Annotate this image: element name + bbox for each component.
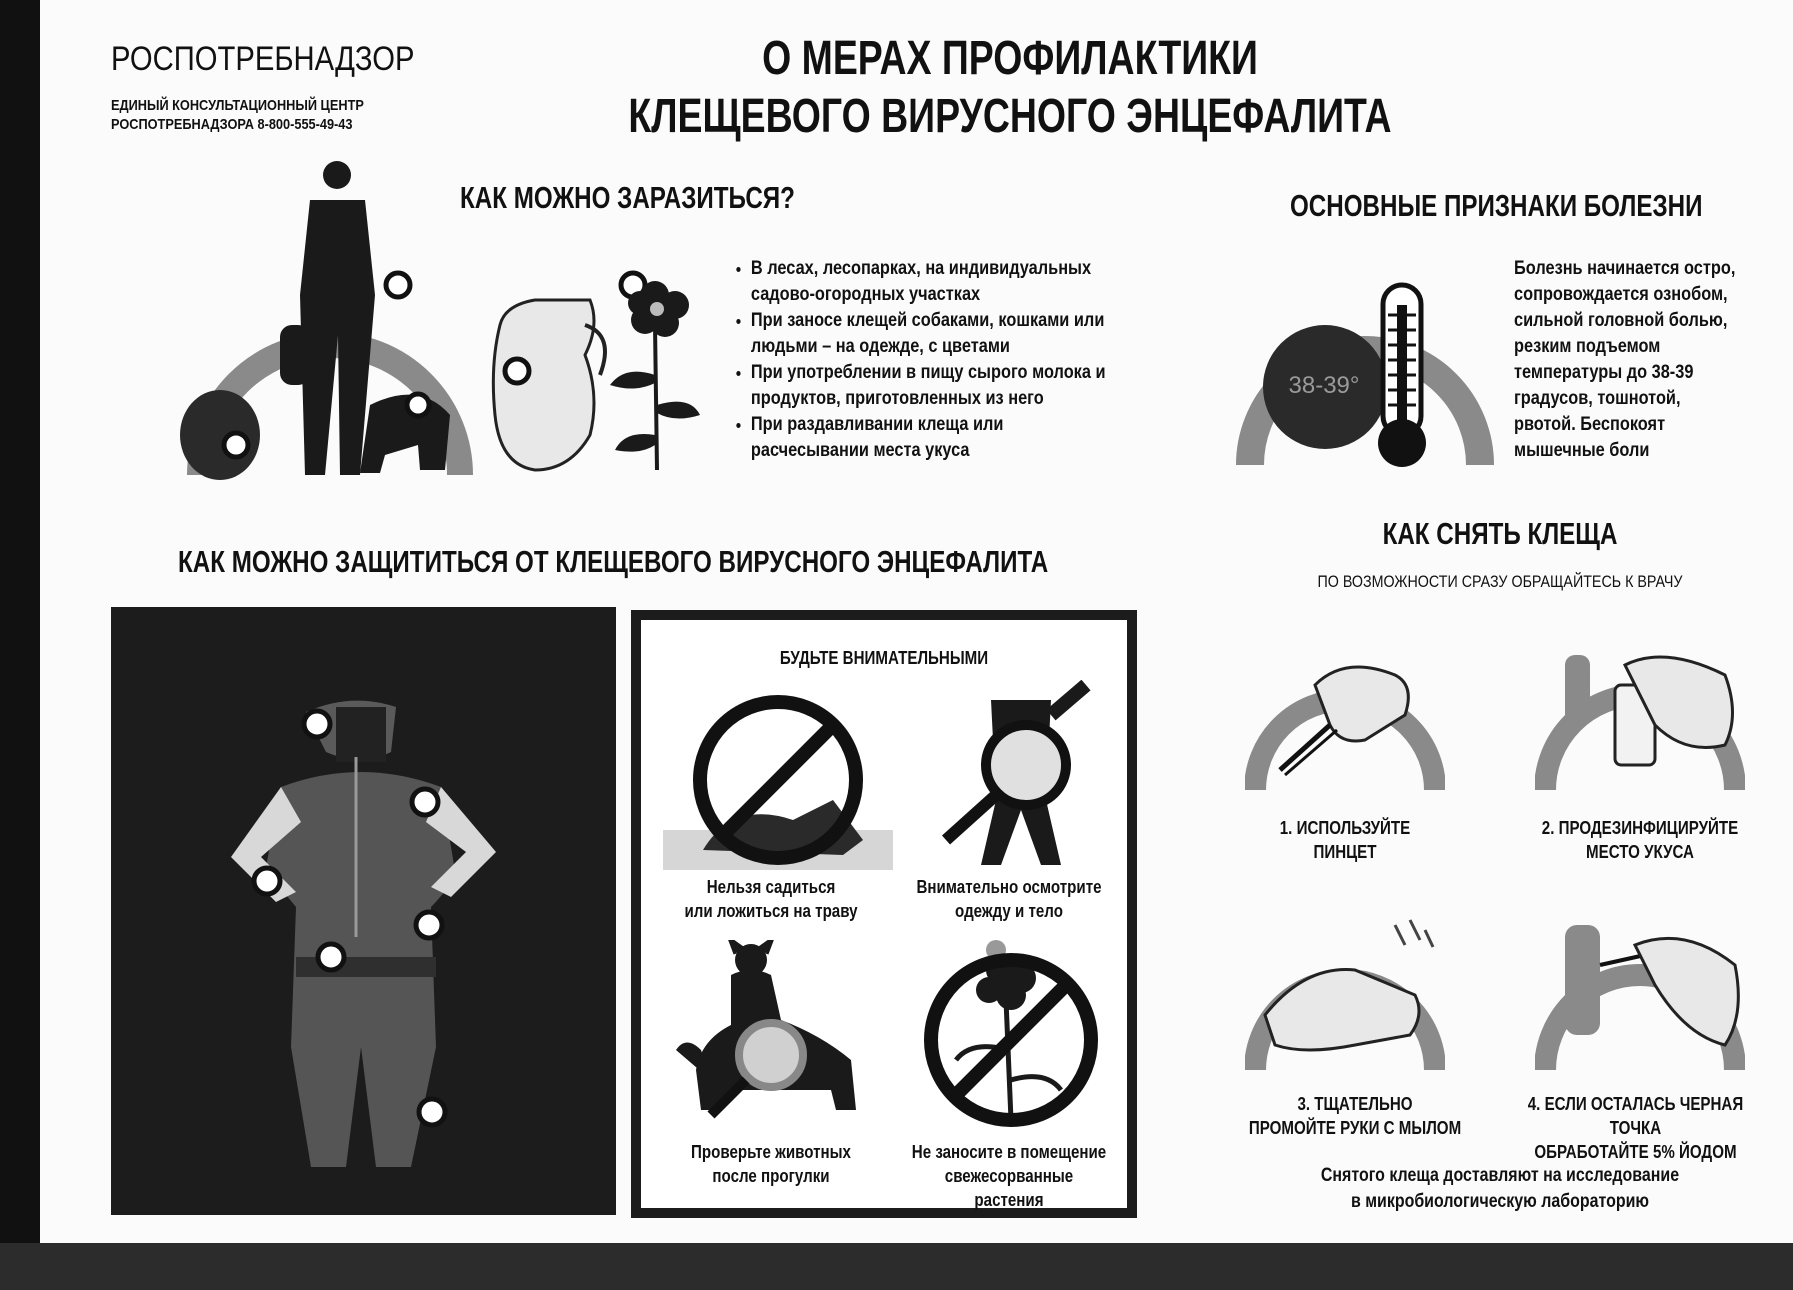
infection-item: • В лесах, лесопарках, на индивидуальных садово-огородных участках bbox=[751, 256, 1119, 308]
removal-subheading: ПО ВОЗМОЖНОСТИ СРАЗУ ОБРАЩАЙТЕСЬ К ВРАЧУ bbox=[1317, 572, 1683, 591]
step-caption-line: МЕСТО УКУСА bbox=[1586, 842, 1694, 862]
brand-subtitle-line2: РОСПОТРЕБНАДЗОРА 8-800-555-49-43 bbox=[111, 116, 353, 133]
brand-subtitle-line1: ЕДИНЫЙ КОНСУЛЬТАЦИОННЫЙ ЦЕНТР bbox=[111, 97, 364, 114]
step-caption-line: 3. ТЩАТЕЛЬНО bbox=[1297, 1094, 1413, 1114]
tip-caption-line: свежесорванные растения bbox=[944, 1166, 1074, 1210]
brand-subtitle bbox=[111, 96, 364, 134]
thermometer-icon bbox=[1235, 265, 1495, 475]
no-flowers-icon bbox=[911, 930, 1111, 1130]
step-caption-line: ОБРАБОТАЙТЕ 5% ЙОДОМ bbox=[1534, 1142, 1737, 1162]
page-title bbox=[612, 30, 1408, 146]
tip-caption bbox=[908, 1140, 1110, 1212]
step-caption bbox=[1514, 816, 1766, 864]
title-line2: КЛЕЩЕВОГО ВИРУСНОГО ЭНЦЕФАЛИТА bbox=[628, 90, 1392, 143]
temperature-label: 38-39° bbox=[1288, 372, 1360, 399]
removal-footer-line: Снятого клеща доставляют на исследование bbox=[1320, 1165, 1680, 1186]
disinfect-icon bbox=[1535, 605, 1745, 795]
protected-person-panel bbox=[111, 607, 616, 1215]
step-caption-line: 2. ПРОДЕЗИНФИЦИРУЙТЕ bbox=[1541, 818, 1739, 838]
magnifier-inspect-icon bbox=[936, 680, 1106, 870]
infection-list bbox=[732, 256, 1119, 464]
step-caption bbox=[1242, 1092, 1469, 1140]
milk-jug-illustration bbox=[490, 265, 610, 485]
title-line1: О МЕРАХ ПРОФИЛАКТИКИ bbox=[762, 32, 1258, 85]
protection-heading: КАК МОЖНО ЗАЩИТИТЬСЯ ОТ КЛЕЩЕВОГО ВИРУСНОГО ЭНЦЕФАЛИТА bbox=[178, 544, 1049, 579]
tip-caption-line: или ложиться на траву bbox=[684, 901, 858, 921]
step-caption-line: 1. ИСПОЛЬЗУЙТЕ bbox=[1279, 818, 1411, 838]
tip-caption bbox=[674, 875, 867, 923]
tweezers-icon bbox=[1245, 605, 1445, 795]
wash-hands-icon bbox=[1245, 885, 1445, 1075]
tip-caption-line: Внимательно осмотрите bbox=[916, 877, 1102, 897]
symptoms-heading: ОСНОВНЫЕ ПРИЗНАКИ БОЛЕЗНИ bbox=[1290, 188, 1703, 223]
no-grass-icon bbox=[663, 680, 893, 870]
removal-heading: КАК СНЯТЬ КЛЕЩА bbox=[1382, 516, 1618, 551]
tip-caption bbox=[674, 1140, 867, 1188]
attention-panel bbox=[631, 610, 1137, 1218]
scan-bottom-border bbox=[0, 1243, 1793, 1290]
step-caption bbox=[1503, 1092, 1768, 1164]
infection-heading: КАК МОЖНО ЗАРАЗИТЬСЯ? bbox=[460, 180, 795, 215]
tip-caption-line: после прогулки bbox=[712, 1166, 830, 1186]
step-caption-line: ПИНЦЕТ bbox=[1313, 842, 1377, 862]
protected-person-illustration bbox=[111, 607, 616, 1215]
symptoms-text: Болезнь начинается остро, сопровождается ознобом, сильной головной болью, резким подъемом температуры до 38-39 градусов, тошнотой, рвотой. Беспокоят мышечные боли bbox=[1514, 258, 1736, 461]
tip-caption-line: одежду и тело bbox=[955, 901, 1063, 921]
removal-footer-line: в микробиологическую лабораторию bbox=[1350, 1191, 1650, 1212]
tip-caption-line: Проверьте животных bbox=[691, 1142, 851, 1162]
step-caption-line: ПРОМОЙТЕ РУКИ С МЫЛОМ bbox=[1248, 1118, 1462, 1138]
tip-caption bbox=[910, 875, 1108, 923]
removal-footer bbox=[1282, 1163, 1719, 1215]
infection-item: • При употреблении в пищу сырого молока и продуктов, приготовленных из него bbox=[751, 360, 1119, 412]
iodine-icon bbox=[1535, 885, 1745, 1075]
attention-title: БУДЬТЕ ВНИМАТЕЛЬНЫМИ bbox=[779, 648, 989, 668]
scan-left-border bbox=[0, 0, 40, 1290]
infection-item: • При раздавливании клеща или расчесывании места укуса bbox=[751, 412, 1119, 464]
brand-name: РОСПОТРЕБНАДЗОР bbox=[111, 40, 415, 78]
pet-check-icon bbox=[671, 940, 881, 1130]
hiker-illustration bbox=[160, 155, 490, 485]
infection-item: • При заносе клещей собаками, кошками или людьми – на одежде, с цветами bbox=[751, 308, 1119, 360]
step-caption-line: 4. ЕСЛИ ОСТАЛАСЬ ЧЕРНАЯ ТОЧКА bbox=[1527, 1094, 1744, 1138]
step-caption bbox=[1236, 816, 1454, 864]
flower-illustration bbox=[595, 265, 705, 475]
tip-caption-line: Нельзя садиться bbox=[706, 877, 836, 897]
tip-caption-line: Не заносите в помещение bbox=[911, 1142, 1107, 1162]
